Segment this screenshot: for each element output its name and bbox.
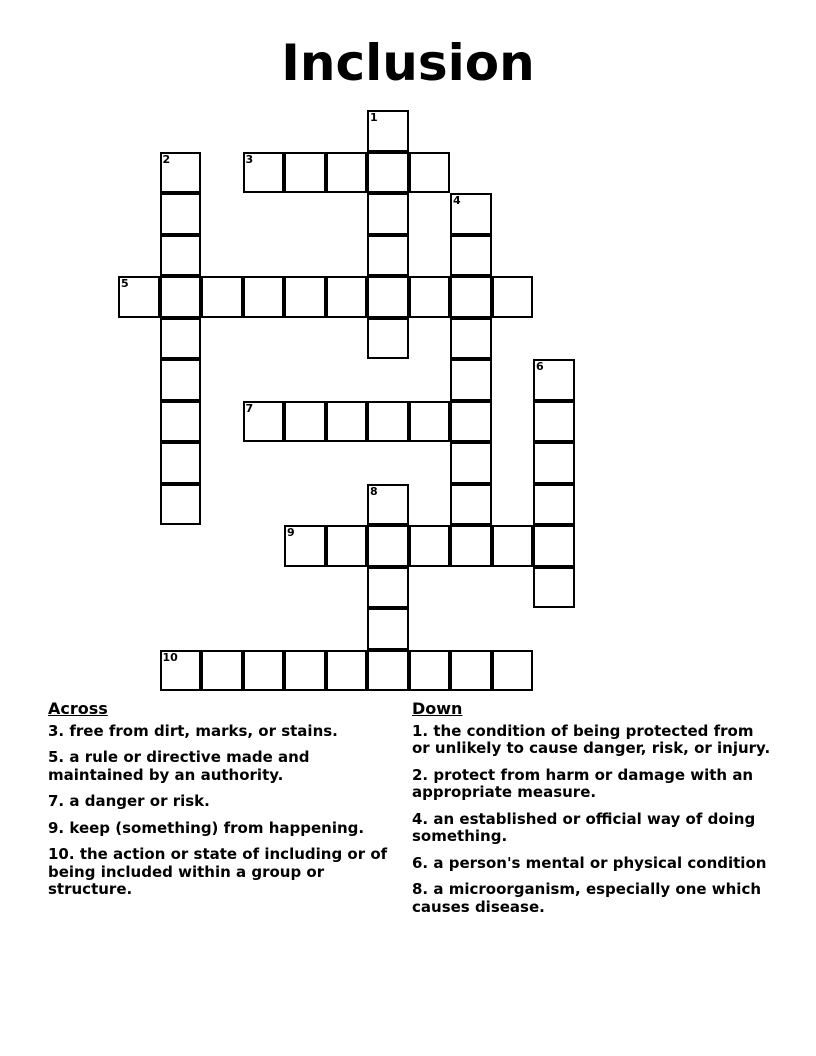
grid-cell[interactable] (409, 525, 451, 567)
clue-text: an established or official way of doing something. (412, 809, 756, 845)
grid-cell[interactable] (450, 484, 492, 526)
grid-cell[interactable] (284, 650, 326, 692)
across-clues (48, 700, 410, 908)
grid-cell[interactable] (533, 401, 575, 443)
clue-number: 7. (48, 792, 65, 810)
grid-cell[interactable] (450, 442, 492, 484)
grid-cell[interactable] (367, 484, 409, 526)
cell-number: 1 (370, 111, 378, 124)
grid-cell[interactable] (533, 442, 575, 484)
clue-number: 5. (48, 748, 65, 766)
down-clue (412, 881, 772, 916)
clue-text: protect from harm or damage with an appropriate measure. (412, 765, 754, 801)
cell-number: 3 (245, 152, 254, 166)
grid-cell[interactable] (492, 276, 534, 318)
grid-cell[interactable] (243, 152, 285, 194)
grid-cell[interactable] (243, 650, 285, 692)
grid-cell[interactable] (243, 276, 285, 318)
grid-cell[interactable] (243, 401, 285, 443)
grid-cell[interactable] (367, 567, 409, 609)
clue-number: 2. (412, 765, 429, 784)
grid-cell[interactable] (160, 152, 202, 194)
down-heading: Down (412, 699, 463, 718)
cell-number: 9 (287, 526, 295, 539)
grid-cell[interactable] (160, 650, 202, 692)
clue-text: keep (something) from happening. (69, 818, 365, 837)
grid-cell[interactable] (367, 276, 409, 318)
down-clues (412, 700, 772, 925)
grid-cell[interactable] (160, 484, 202, 526)
grid-cell[interactable] (284, 401, 326, 443)
grid-cell[interactable] (326, 401, 368, 443)
clue-number: 3. (48, 721, 65, 740)
grid-cell[interactable] (533, 359, 575, 401)
clue-number: 8. (412, 880, 429, 898)
grid-cell[interactable] (450, 401, 492, 443)
across-clue (48, 749, 410, 784)
puzzle-title: Inclusion (281, 34, 535, 92)
cell-number: 2 (162, 152, 171, 166)
grid-cell[interactable] (367, 152, 409, 194)
grid-cell[interactable] (160, 401, 202, 443)
clue-number: 1. (412, 721, 429, 740)
down-clue (412, 811, 772, 846)
grid-cell[interactable] (201, 276, 243, 318)
across-clue (48, 723, 410, 741)
cell-number: 6 (536, 360, 544, 373)
clue-text: a danger or risk. (69, 792, 210, 810)
grid-cell[interactable] (201, 650, 243, 692)
cell-number: 7 (245, 401, 254, 415)
across-heading: Across (48, 699, 108, 718)
grid-cell[interactable] (450, 276, 492, 318)
grid-cell[interactable] (160, 442, 202, 484)
across-clue (48, 793, 410, 811)
cell-number: 4 (453, 194, 461, 207)
down-clue (412, 855, 772, 873)
across-clue (48, 846, 410, 899)
grid-cell[interactable] (367, 235, 409, 277)
clue-number: 9. (48, 818, 65, 837)
grid-cell[interactable] (450, 359, 492, 401)
grid-cell[interactable] (367, 318, 409, 360)
cell-number: 10 (162, 650, 178, 664)
cell-number: 5 (121, 277, 129, 290)
clue-text: a person's mental or physical condition (433, 853, 767, 872)
clue-number: 6. (412, 853, 429, 872)
grid-cell[interactable] (326, 525, 368, 567)
grid-cell[interactable] (367, 525, 409, 567)
grid-cell[interactable] (118, 276, 160, 318)
down-clue (412, 723, 772, 758)
clue-text: the condition of being protected from or unlikely to cause danger, risk, or injury. (412, 721, 771, 757)
grid-cell[interactable] (160, 318, 202, 360)
clue-text: the action or state of including or of being included within a group or structure. (48, 845, 388, 898)
grid-cell[interactable] (409, 276, 451, 318)
grid-cell[interactable] (409, 401, 451, 443)
grid-cell[interactable] (284, 276, 326, 318)
grid-cell[interactable] (367, 193, 409, 235)
grid-cell[interactable] (492, 525, 534, 567)
grid-cell[interactable] (326, 152, 368, 194)
grid-cell[interactable] (450, 235, 492, 277)
grid-cell[interactable] (160, 193, 202, 235)
clue-text: free from dirt, marks, or stains. (69, 721, 338, 740)
grid-cell[interactable] (284, 525, 326, 567)
grid-cell[interactable] (284, 152, 326, 194)
clue-text: a microorganism, especially one which causes disease. (412, 880, 762, 916)
grid-cell[interactable] (409, 650, 451, 692)
grid-cell[interactable] (326, 650, 368, 692)
grid-cell[interactable] (367, 650, 409, 692)
clue-number: 10. (48, 845, 75, 863)
cell-number: 8 (370, 484, 378, 498)
grid-cell[interactable] (160, 359, 202, 401)
grid-cell[interactable] (160, 276, 202, 318)
down-clue (412, 767, 772, 802)
grid-cell[interactable] (533, 525, 575, 567)
grid-cell[interactable] (450, 525, 492, 567)
grid-cell[interactable] (367, 110, 409, 152)
grid-cell[interactable] (533, 484, 575, 526)
grid-cell[interactable] (450, 318, 492, 360)
grid-cell[interactable] (492, 650, 534, 692)
grid-cell[interactable] (450, 193, 492, 235)
grid-cell[interactable] (450, 650, 492, 692)
grid-cell[interactable] (160, 235, 202, 277)
grid-cell[interactable] (533, 567, 575, 609)
clue-number: 4. (412, 809, 429, 828)
grid-cell[interactable] (409, 152, 451, 194)
clue-text: a rule or directive made and maintained by an authority. (48, 748, 310, 784)
grid-cell[interactable] (326, 276, 368, 318)
across-clue (48, 820, 410, 838)
grid-cell[interactable] (367, 608, 409, 650)
grid-cell[interactable] (367, 401, 409, 443)
